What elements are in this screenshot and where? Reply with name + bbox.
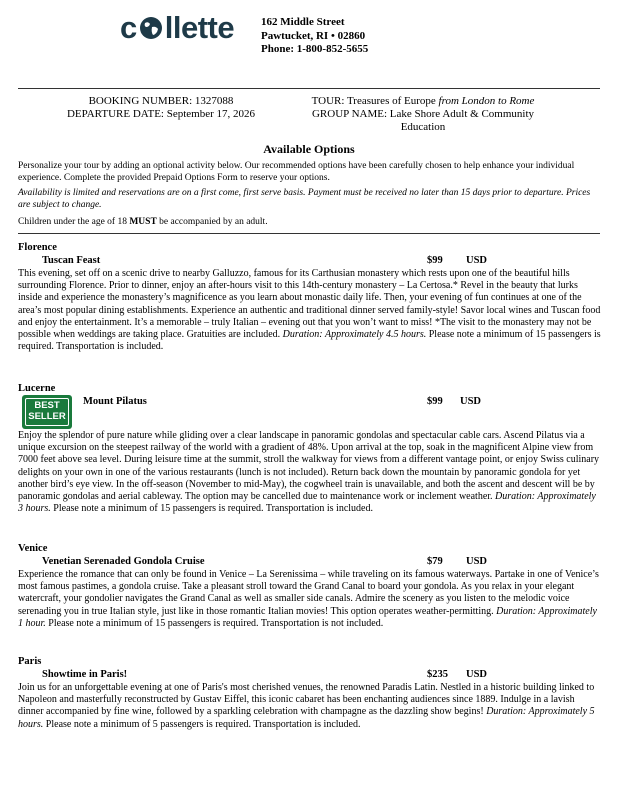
address-city: Pawtucket, RI • 02860: [261, 29, 366, 42]
description-end: Please note a minimum of 5 passengers is required. Transportation is included.: [43, 718, 361, 730]
logo-text-end: llette: [164, 10, 235, 45]
duration-text: Duration: Approximately 1 hour.: [18, 605, 597, 629]
duration-text: Duration: Approximately 4.5 hours.: [282, 329, 427, 341]
duration-text: Duration: Approximately 3 hours.: [18, 491, 596, 515]
best-seller-badge: [22, 395, 72, 429]
option-price: $235: [427, 669, 448, 680]
city-florence: Florence: [18, 242, 57, 253]
option-name: Showtime in Paris!: [42, 669, 128, 680]
option-name: Venetian Serenaded Gondola Cruise: [42, 556, 205, 567]
address-street: 162 Middle Street: [261, 16, 345, 28]
children-text-start: Children under the age of 18: [18, 217, 130, 227]
globe-icon: [138, 15, 164, 41]
group-name-cont: Education: [400, 121, 446, 133]
badge-line1: BEST: [34, 400, 60, 411]
description-text: This evening, set off on a scenic drive to nearby Galluzzo, famous for its Carthusian monastery which rests upon one of the beautiful hills surrounding Florence. Prior to dinner, enjoy an after-hours visit to this 14th-century monastery – La Certosa.* Revel in the beauty that lurks inside and experience the monastery’s magnificence as you learn about monastic daily life. Then, your evening of fun continues at one of the area’s most popular dining establishments. Experience an authentic and traditional dinner served family-style! Savor local wines and Tuscan food and enjoy the entertainment. It’s a memorable – truly Italian – evening out that you won’t want to miss! *The visit to the monastery may not be possible when weddings are taking place. Gratuities are included.: [18, 268, 601, 341]
description-end: Please note a minimum of 15 passengers is required. Transportation is included.: [18, 329, 601, 353]
tour-route: from London to Rome: [438, 95, 535, 107]
children-must: MUST: [129, 217, 157, 227]
description-text: Join us for an unforgettable evening at one of Paris's most cherished venues, the renowned Paradis Latin. Nestled in a historic building linked to Napoleon and masterfully reconstructed by Gustav Eiffel, this iconic cabaret has been enchanting audiences since 1889. Indulge in a lavish dinner accompanied by fine wine, followed by a sparkling celebration with champagne as the dazzling show begins!: [18, 682, 595, 718]
page-title: Available Options: [263, 142, 355, 156]
booking-left: [18, 95, 304, 121]
badge-frame: [25, 398, 69, 426]
collette-logo: [120, 10, 234, 46]
option-description: [18, 569, 602, 630]
description-end: Please note a minimum of 15 passengers is required. Transportation is included.: [50, 503, 373, 515]
tour-name-line: [304, 95, 542, 108]
option-price: $79: [427, 556, 443, 567]
option-currency: USD: [466, 669, 488, 680]
letterhead: [0, 0, 618, 86]
logo-text-start: c: [120, 10, 137, 45]
intro-text: Personalize your tour by adding an optional activity below. Our recommended options have been carefully chosen to help enhance your individual experience. Complete the provided Prepaid Options Form to reserve your options.: [18, 161, 575, 183]
option-currency: USD: [466, 255, 488, 266]
availability-note: [18, 187, 604, 211]
address-phone: Phone: 1-800-852-5655: [261, 43, 369, 55]
company-address: [261, 16, 368, 57]
header-divider: [18, 88, 600, 89]
option-price: $99: [427, 255, 443, 266]
option-description: [18, 682, 602, 731]
children-text-end: be accompanied by an adult.: [156, 217, 268, 227]
availability-text: Availability is limited and reservations are on a first come, first serve basis. Payment must be received no later than 15 days prior to departure. Prices are subject to change.: [18, 188, 591, 210]
children-note: [18, 216, 604, 228]
departure-date: DEPARTURE DATE: September 17, 2026: [66, 108, 256, 120]
city-venice: Venice: [18, 543, 48, 554]
group-name: GROUP NAME: Lake Shore Adult & Community: [311, 108, 535, 120]
city-paris: Paris: [18, 656, 42, 667]
duration-text: Duration: Approximately 5 hours.: [18, 706, 595, 730]
description-end: Please note a minimum of 15 passengers is required. Transportation is not included.: [45, 617, 384, 629]
tour-label: TOUR: Treasures of Europe: [311, 95, 439, 107]
option-description: [18, 430, 602, 515]
description-text: Experience the romance that can only be found in Venice – La Serenissima – while traveling on its famous waterways. Partake in one of Venice’s most famous pastimes, a gondola cruise. Take a pleasant stroll toward the Grand Canal to board your gondola. As you relax in your elegant watercraft, your gondolier navigates the Grand Canal as well as smaller side canals. Admire the scenery as you listen to the melodic voice serenading you in true Italian style, just like in those romantic Italian movies! This option operates weather-permitting.: [18, 569, 599, 617]
option-name: Mount Pilatus: [83, 396, 147, 407]
booking-right: [304, 95, 542, 134]
option-name: Tuscan Feast: [42, 255, 101, 266]
description-text: Enjoy the splendor of pure nature while gliding over a clear landscape in panoramic gondolas and spectacular cable cars. Ascend Pilatus via a unique excursion on the steepest railway of the world with a gradient of 48%. Upon arrival at the top, soak in the magnificent Alpine view from 7000 feet above sea level. During leisure time at the summit, stroll the walkway for views from a different vantage point, or enjoy Swiss culinary delights on your own in one of the various restaurants (lunch is not included). Return back down the mountain by panoramic gondola for yet another bird’s eye view. In the off-season (November to mid-May), the cogwheel train is unavailable, and both the ascent and descent will be by panoramic gondolas and aerial cableway. The option may be cancelled due to maintenance work or inclement weather.: [18, 430, 600, 503]
booking-number: BOOKING NUMBER: 1327088: [88, 95, 234, 107]
option-price: $99: [427, 396, 443, 407]
option-currency: USD: [460, 396, 482, 407]
city-lucerne: Lucerne: [18, 383, 56, 394]
option-description: [18, 268, 602, 353]
options-divider: [18, 233, 600, 234]
option-currency: USD: [466, 556, 488, 567]
badge-line2: SELLER: [28, 410, 66, 422]
